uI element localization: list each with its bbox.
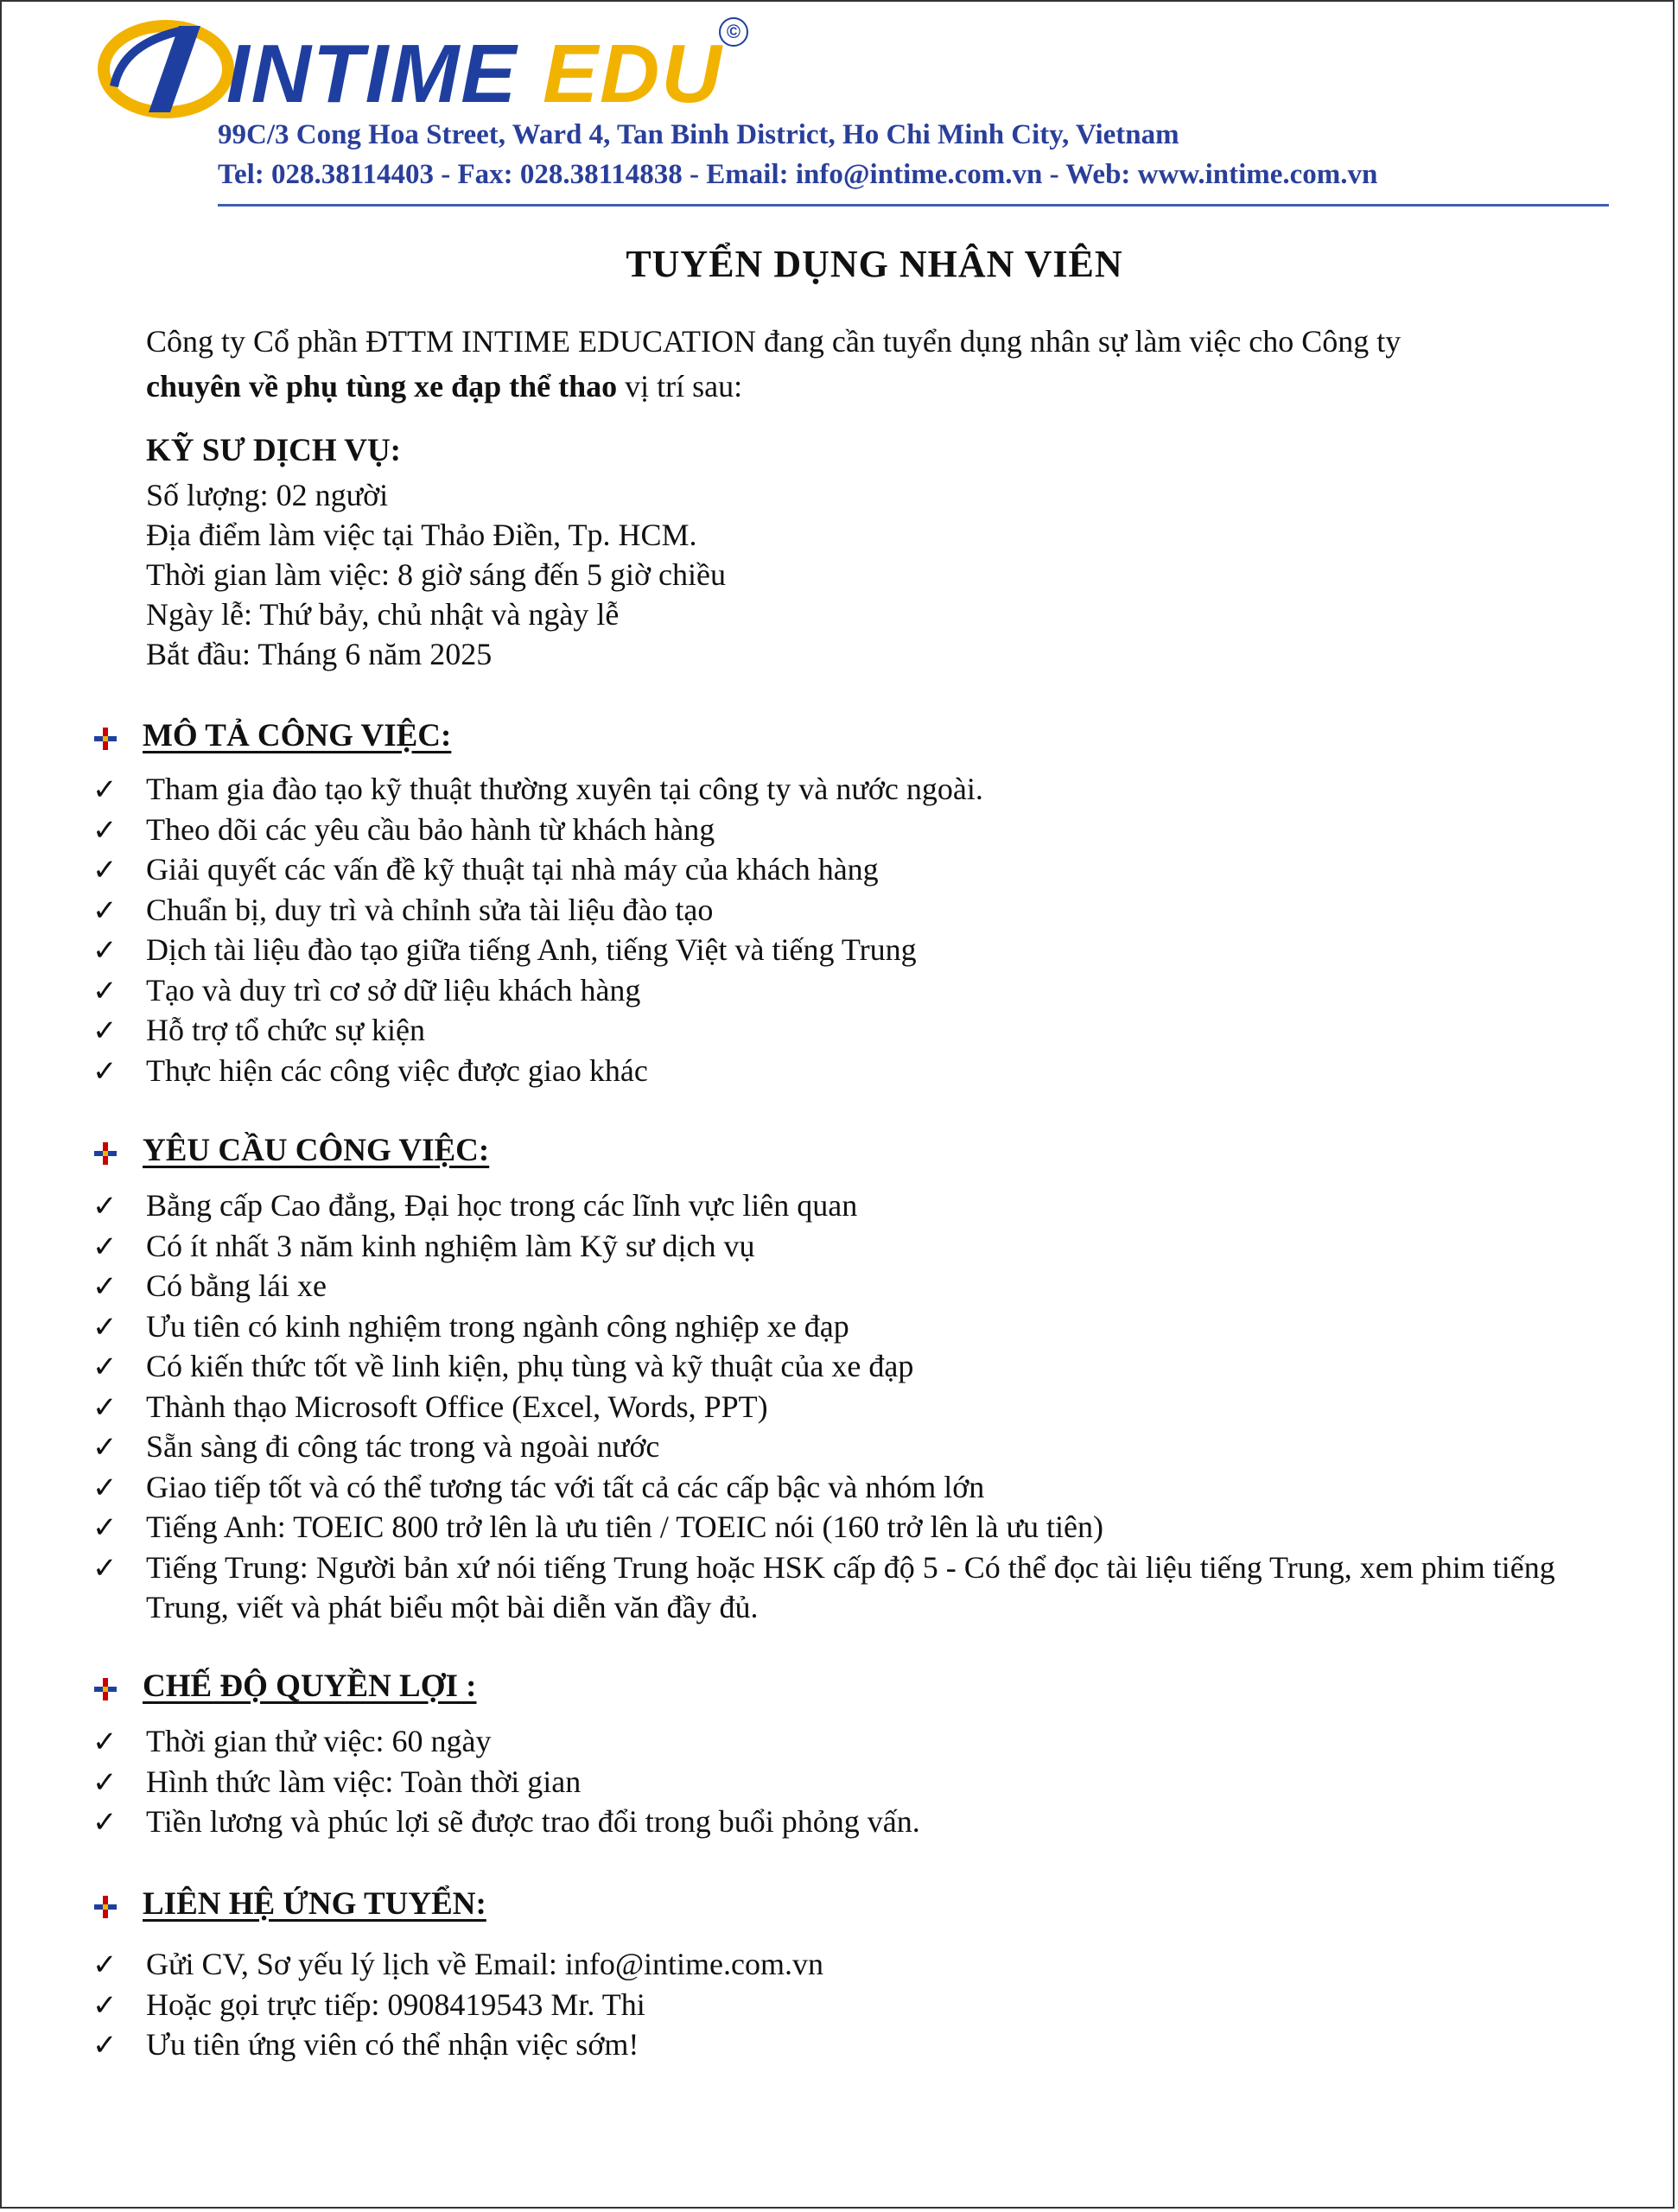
checkmark-icon: ✓ (92, 1191, 118, 1223)
list-item-text: Hoặc gọi trực tiếp: 0908419543 Mr. Thi (146, 1986, 645, 2022)
list-item-text: Hỗ trợ tổ chức sự kiện (146, 1013, 425, 1047)
company-address: 99C/3 Cong Hoa Street, Ward 4, Tan Binh District, Ho Chi Minh City, Vietnam (218, 119, 1179, 150)
list-item (92, 970, 983, 1011)
list-item-text: Chuẩn bị, duy trì và chỉnh sửa tài liệu đào tạo (146, 892, 714, 927)
list-item (92, 1548, 1572, 1628)
checkmark-icon: ✓ (92, 774, 118, 806)
checkmark-icon: ✓ (92, 814, 118, 847)
list-item-text: Dịch tài liệu đào tạo giữa tiếng Anh, tiếng Việt và tiếng Trung (146, 932, 917, 967)
position-title: KỸ SƯ DỊCH VỤ: (146, 433, 401, 468)
section-heading-description (92, 717, 451, 754)
intime-logo-icon (97, 17, 235, 121)
list-item (92, 1010, 983, 1051)
list-item-text: Có ít nhất 3 năm kinh nghiệm làm Kỹ sư dịch vụ (146, 1228, 755, 1263)
checkmark-icon: ✓ (92, 1949, 118, 1981)
position-quantity: Số lượng: 02 người (146, 478, 389, 512)
list-item (92, 1427, 1572, 1467)
plus-bullet-icon (92, 1676, 118, 1702)
checkmark-icon: ✓ (92, 975, 118, 1007)
list-item-text: Sẵn sàng đi công tác trong và ngoài nước (146, 1429, 660, 1464)
description-list (92, 769, 983, 1090)
checkmark-icon: ✓ (92, 1512, 118, 1544)
intro-line-1: Công ty Cổ phần ĐTTM INTIME EDUCATION đang cần tuyển dụng nhân sự làm việc cho Công ty (146, 324, 1402, 359)
list-item (92, 810, 983, 850)
list-item-text: Giải quyết các vấn đề kỹ thuật tại nhà máy của khách hàng (146, 852, 879, 887)
company-contact: Tel: 028.38114403 - Fax: 028.38114838 - Email: info@intime.com.vn - Web: www.intime.com.vn (218, 159, 1378, 190)
list-item-text: Có bằng lái xe (146, 1268, 327, 1303)
list-item-text: Tiền lương và phúc lợi sẽ được trao đổi trong buổi phỏng vấn. (146, 1804, 920, 1839)
checkmark-icon: ✓ (92, 1766, 118, 1799)
list-item (92, 930, 983, 970)
intro-line-2 (146, 368, 742, 404)
checkmark-icon: ✓ (92, 1351, 118, 1383)
position-holidays: Ngày lễ: Thứ bảy, chủ nhật và ngày lễ (146, 597, 620, 632)
copyright-icon: © (719, 17, 748, 47)
list-item-text: Tạo và duy trì cơ sở dữ liệu khách hàng (146, 972, 641, 1007)
brand-name (226, 28, 723, 120)
section-heading-requirements (92, 1132, 489, 1169)
list-item (92, 1051, 983, 1091)
section-heading-label: LIÊN HỆ ỨNG TUYỂN: (143, 1886, 486, 1922)
plus-bullet-icon (92, 1141, 118, 1166)
checkmark-icon: ✓ (92, 1726, 118, 1758)
position-location: Địa điểm làm việc tại Thảo Điền, Tp. HCM. (146, 518, 697, 552)
list-item-text: Thời gian thử việc: 60 ngày (146, 1724, 492, 1758)
checkmark-icon: ✓ (92, 1471, 118, 1504)
checkmark-icon: ✓ (92, 894, 118, 927)
intro-bold-text: chuyên về phụ tùng xe đạp thể thao (146, 369, 618, 404)
list-item (92, 890, 983, 931)
header-divider (218, 204, 1609, 207)
checkmark-icon: ✓ (92, 2030, 118, 2062)
list-item (92, 1346, 1572, 1387)
list-item (92, 1721, 920, 1762)
list-item-text: Thành thạo Microsoft Office (Excel, Words, PPT) (146, 1389, 768, 1424)
list-item-text: Thực hiện các công việc được giao khác (146, 1052, 648, 1088)
checkmark-icon: ✓ (92, 855, 118, 887)
list-item (92, 1306, 1572, 1347)
list-item-text: Tiếng Anh: TOEIC 800 trở lên là ưu tiên / TOEIC nói (160 trở lên là ưu tiên) (146, 1510, 1104, 1544)
list-item (92, 1944, 823, 1985)
checkmark-icon: ✓ (92, 1807, 118, 1839)
plus-bullet-icon (92, 1894, 118, 1920)
list-item-text: Theo dõi các yêu cầu bảo hành từ khách hàng (146, 811, 715, 847)
list-item (92, 1387, 1572, 1427)
plus-bullet-icon (92, 726, 118, 752)
checkmark-icon: ✓ (92, 1391, 118, 1424)
list-item-text: Hình thức làm việc: Toàn thời gian (146, 1764, 582, 1799)
checkmark-icon: ✓ (92, 1552, 118, 1585)
list-item-text: Tham gia đào tạo kỹ thuật thường xuyên tại công ty và nước ngoài. (146, 772, 983, 806)
list-item (92, 1802, 920, 1842)
list-item (92, 1266, 1572, 1306)
checkmark-icon: ✓ (92, 1989, 118, 2022)
position-start: Bắt đầu: Tháng 6 năm 2025 (146, 637, 493, 671)
checkmark-icon: ✓ (92, 1311, 118, 1344)
position-hours: Thời gian làm việc: 8 giờ sáng đến 5 giờ chiều (146, 557, 726, 592)
list-item (92, 1467, 1572, 1508)
list-item-text: Có kiến thức tốt về linh kiện, phụ tùng và kỹ thuật của xe đạp (146, 1349, 914, 1383)
brand-part-edu: EDU (542, 28, 723, 120)
list-item-text: Giao tiếp tốt và có thể tương tác với tất cả các cấp bậc và nhóm lớn (146, 1469, 985, 1504)
checkmark-icon: ✓ (92, 1055, 118, 1088)
list-item (92, 1185, 1572, 1226)
list-item-text: Gửi CV, Sơ yếu lý lịch về Email: info@intime.com.vn (146, 1947, 823, 1981)
letterhead (97, 17, 1609, 216)
list-item (92, 769, 983, 810)
section-heading-label: CHẾ ĐỘ QUYỀN LỢI : (143, 1669, 477, 1704)
checkmark-icon: ✓ (92, 935, 118, 967)
list-item (92, 1507, 1572, 1548)
section-heading-benefits (92, 1668, 476, 1705)
checkmark-icon: ✓ (92, 1230, 118, 1263)
benefits-list (92, 1721, 920, 1842)
list-item-text: Ưu tiên ứng viên có thể nhận việc sớm! (146, 2027, 639, 2062)
list-item (92, 1226, 1572, 1267)
checkmark-icon: ✓ (92, 1015, 118, 1047)
list-item-text: Ưu tiên có kinh nghiệm trong ngành công nghiệp xe đạp (146, 1308, 849, 1344)
section-heading-label: YÊU CẦU CÔNG VIỆC: (143, 1133, 490, 1168)
list-item-text: Tiếng Trung: Người bản xứ nói tiếng Trung hoặc HSK cấp độ 5 - Có thể đọc tài liệu tiếng Trung, xem phim tiếng Trung, viết và phát biểu một bài diễn văn đầy đủ. (146, 1549, 1555, 1624)
contact-list (92, 1944, 823, 2065)
section-heading-contact (92, 1885, 486, 1923)
checkmark-icon: ✓ (92, 1432, 118, 1464)
page-title: TUYỂN DỤNG NHÂN VIÊN (626, 243, 1123, 285)
intro-rest-text: vị trí sau: (617, 369, 743, 404)
brand-part-intime: INTIME (226, 28, 518, 120)
list-item (92, 849, 983, 890)
list-item-text: Bằng cấp Cao đẳng, Đại học trong các lĩnh vực liên quan (146, 1188, 858, 1223)
section-heading-label: MÔ TẢ CÔNG VIỆC: (143, 718, 452, 753)
checkmark-icon: ✓ (92, 1271, 118, 1303)
list-item (92, 1762, 920, 1802)
list-item (92, 2024, 823, 2065)
list-item (92, 1985, 823, 2025)
requirements-list (92, 1185, 1572, 1628)
